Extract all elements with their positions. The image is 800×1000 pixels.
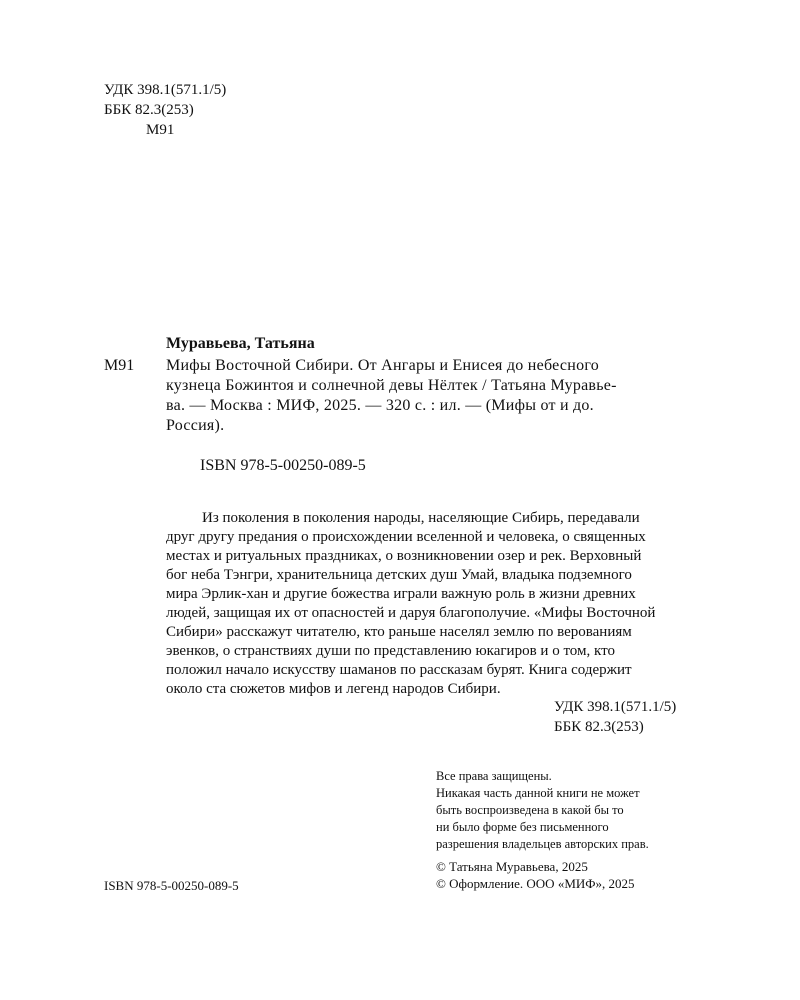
isbn-bottom: ISBN 978-5-00250-089-5 (104, 878, 239, 893)
annotation-line: положил начало искусству шаманов по рассказам бурят. Книга содержит (166, 662, 632, 678)
annotation-line: друг другу предания о происхождении вселенной и человека, о священных (166, 529, 646, 545)
description-line: ва. — Москва : МИФ, 2025. — 320 с. : ил. — (Мифы от и до. (166, 397, 594, 414)
annotation-line: мира Эрлик-хан и другие божества играли важную роль в жизни древних (166, 586, 636, 602)
author-heading: Муравьева, Татьяна (166, 335, 315, 352)
copyright-block (436, 858, 635, 892)
annotation-line: местах и ритуальных праздниках, о возникновении озер и рек. Верховный (166, 548, 642, 564)
rights-line: быть воспроизведена в какой бы то (436, 803, 624, 817)
copyright-line: © Татьяна Муравьева, 2025 (436, 859, 588, 874)
udk-code: УДК 398.1(571.1/5) (104, 82, 227, 98)
rights-notice (436, 768, 649, 853)
annotation-line: Из поколения в поколения народы, населяющие Сибирь, передавали (202, 510, 640, 526)
udk-code: УДК 398.1(571.1/5) (554, 699, 677, 715)
rights-line: Все права защищены. (436, 769, 552, 783)
description-line: кузнеца Божинтоя и солнечной девы Нёлтек / Татьяна Муравье- (166, 377, 617, 394)
rights-line: ни было форме без письменного (436, 820, 609, 834)
copyright-line: © Оформление. ООО «МИФ», 2025 (436, 876, 635, 891)
author-mark-left: М91 (104, 357, 135, 374)
annotation-line: около ста сюжетов мифов и легенд народов Сибири. (166, 681, 501, 697)
description-line: Мифы Восточной Сибири. От Ангары и Енисея до небесного (166, 357, 599, 374)
bbk-code: ББК 82.3(253) (104, 102, 194, 118)
rights-line: разрешения владельцев авторских прав. (436, 837, 649, 851)
isbn-record: ISBN 978-5-00250-089-5 (200, 457, 366, 474)
classification-block-bottom (554, 697, 676, 737)
author-mark: М91 (146, 122, 175, 138)
annotation-line: Сибири» расскажут читателю, кто раньше населял землю по верованиям (166, 624, 632, 640)
bibliographic-description (166, 356, 702, 436)
annotation (166, 509, 706, 699)
description-line: Россия). (166, 417, 225, 434)
bbk-code: ББК 82.3(253) (554, 719, 644, 735)
annotation-line: бог неба Тэнгри, хранительница детских душ Умай, владыка подземного (166, 567, 632, 583)
rights-line: Никакая часть данной книги не может (436, 786, 640, 800)
annotation-line: эвенков, о странствиях души по представлению юкагиров и о том, кто (166, 643, 615, 659)
annotation-line: людей, защищая их от опасностей и даруя благополучие. «Мифы Восточной (166, 605, 656, 621)
classification-block-top (104, 80, 226, 140)
